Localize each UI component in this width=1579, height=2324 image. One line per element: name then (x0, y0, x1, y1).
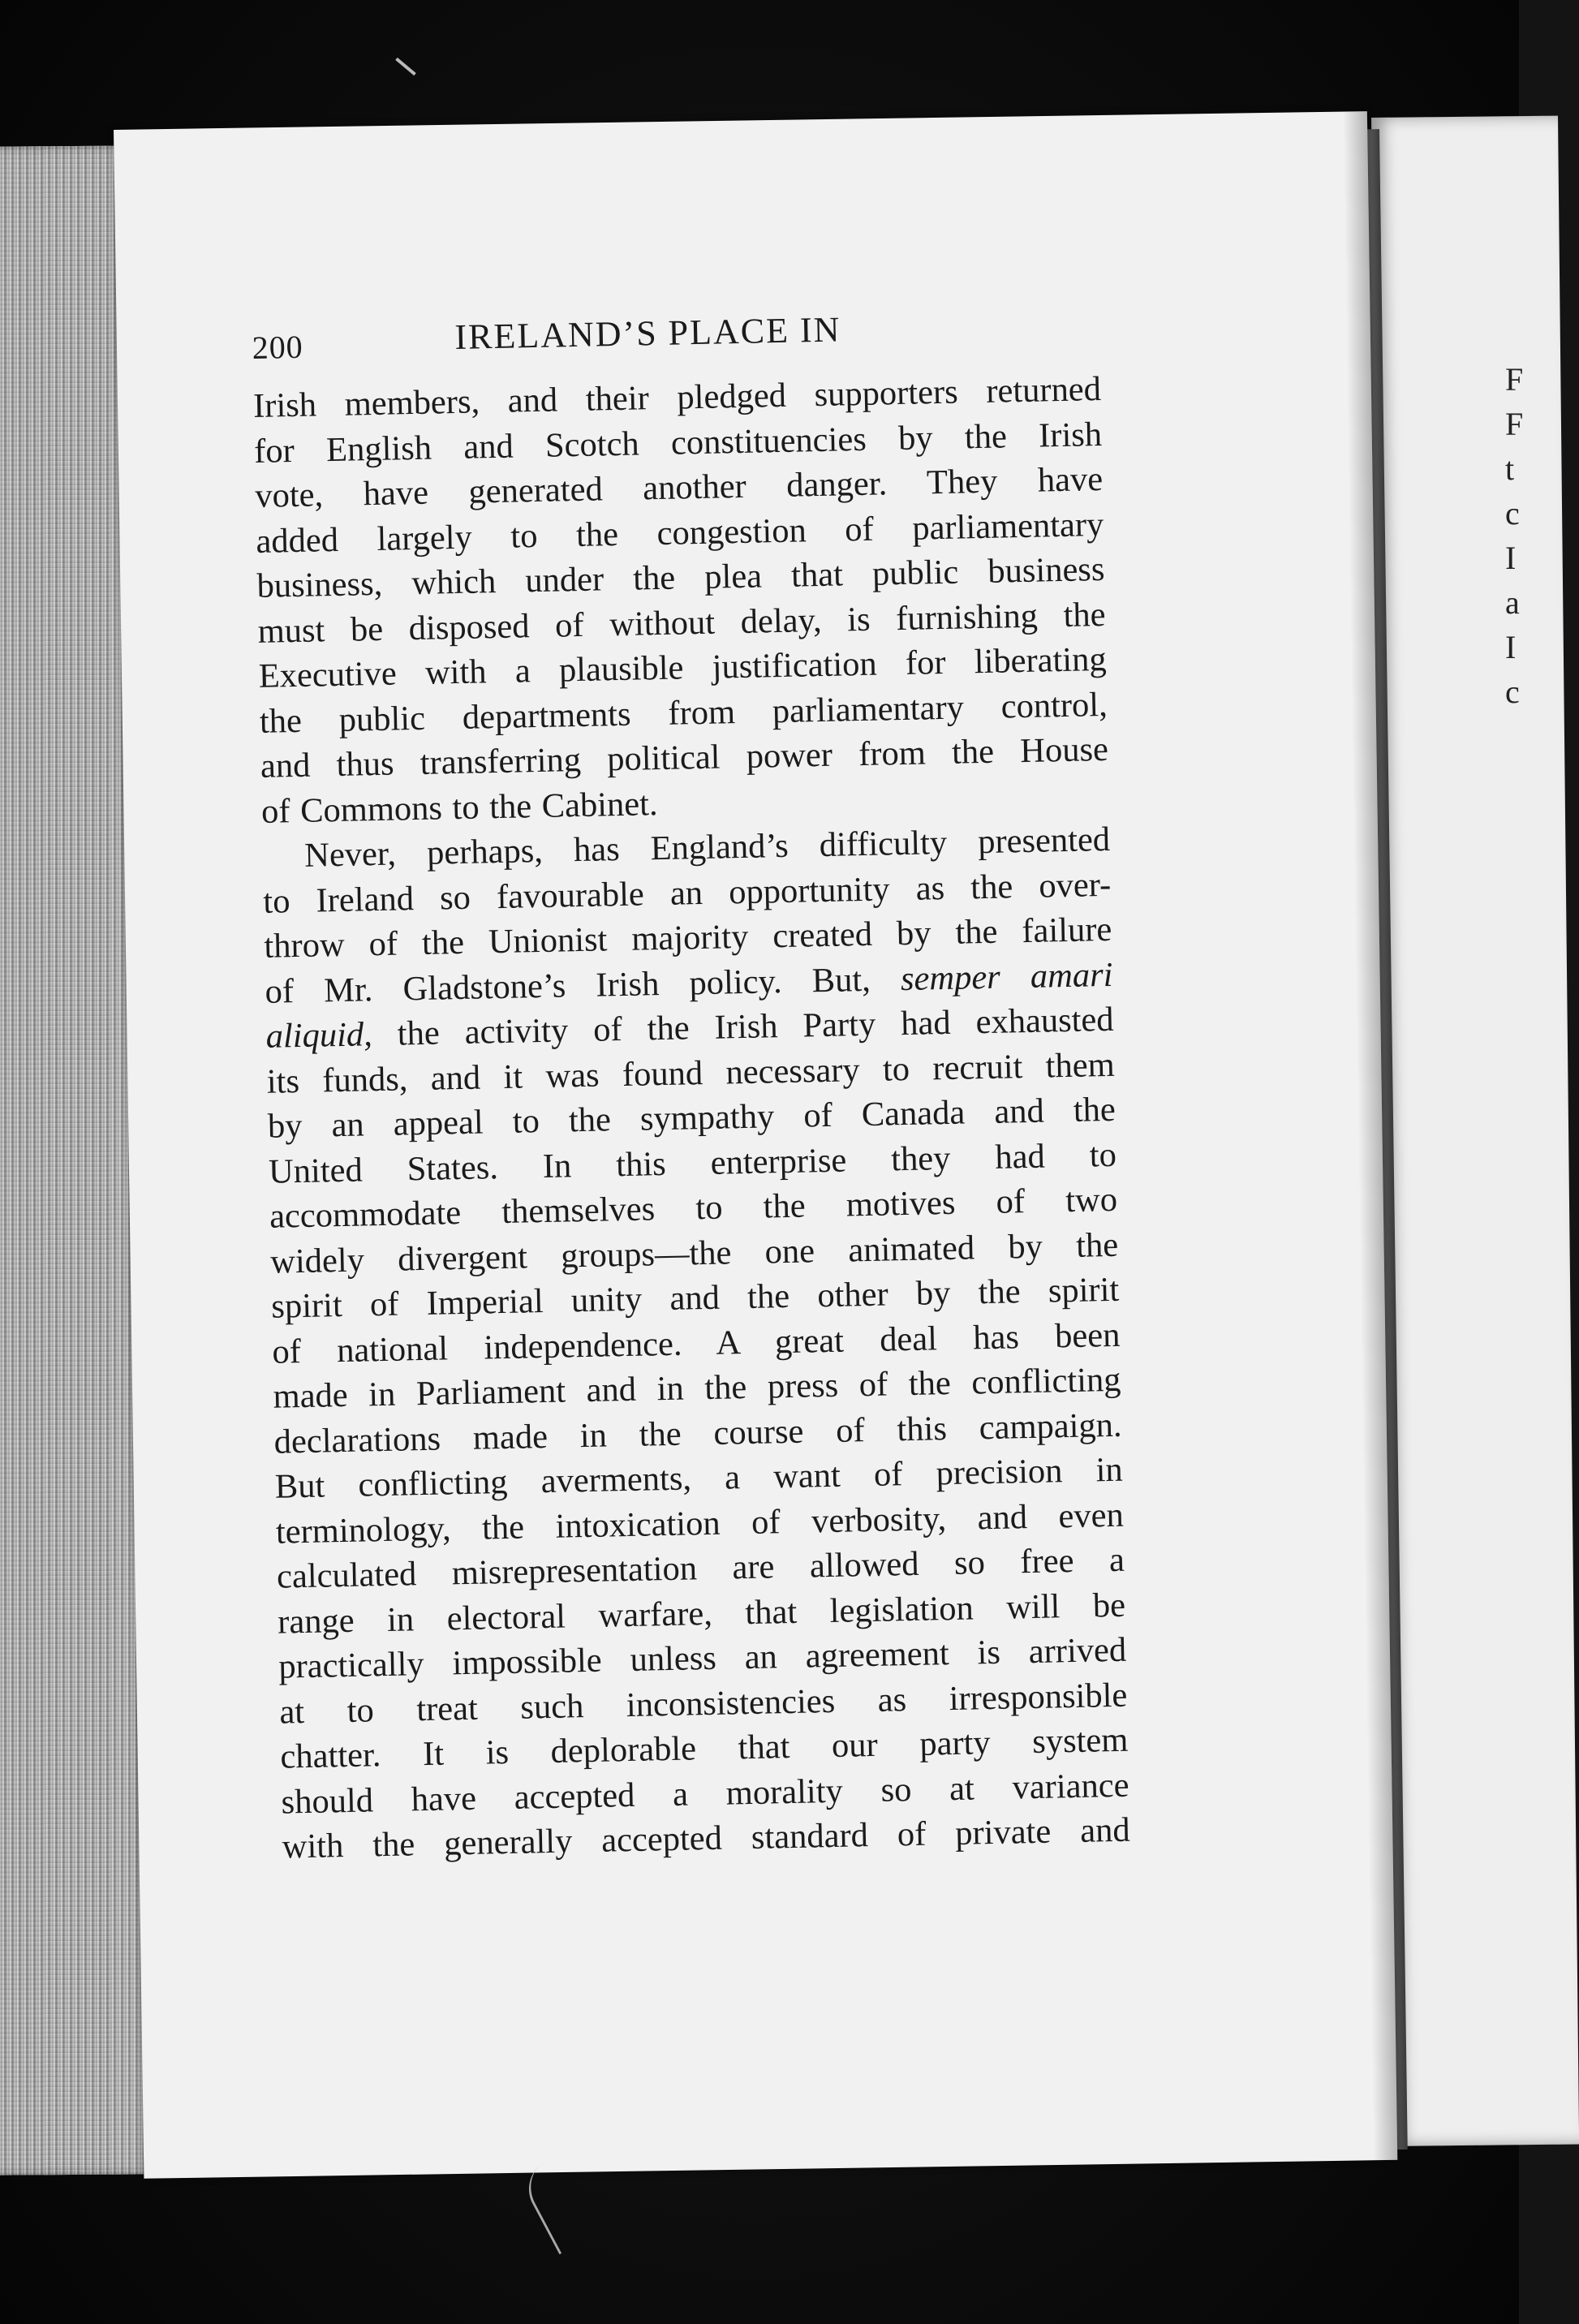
text-line: Executive with a plausible justification for liberating (258, 639, 1108, 695)
text-line: practically impossible unless an agreement is arrived (278, 1630, 1127, 1686)
text-line: accommodate themselves to the motives of two (269, 1180, 1118, 1236)
text-line: business, which under the plea that public business (256, 549, 1105, 605)
text-line: with the generally accepted standard of private and (282, 1810, 1131, 1866)
text-segment: the activity of the Irish Party had exhausted (397, 1000, 1114, 1053)
facing-letter: F (1505, 406, 1524, 442)
text-line: the public departments from parliamentary control, (259, 685, 1108, 741)
text-line: added largely to the congestion of parliamentary (255, 505, 1104, 561)
text-line: vote, have generated another danger. They have (254, 459, 1104, 515)
text-line: widely divergent groups—the one animated by the (269, 1225, 1119, 1281)
text-line: range in electoral warfare, that legislation will be (277, 1586, 1126, 1642)
latin-phrase-italic: semper amari (900, 955, 1113, 998)
facing-letter: a (1505, 584, 1520, 621)
text-line: by an appeal to the sympathy of Canada and the (267, 1090, 1116, 1146)
text-line: declarations made in the course of this campaign. (273, 1405, 1122, 1461)
text-segment: of Mr. Gladstone’s Irish policy. But, (265, 960, 871, 1011)
body-text (253, 367, 1131, 1870)
paragraph-start-line: Never, perhaps, has England’s difficulty presented (303, 820, 1111, 875)
text-line: must be disposed of without delay, is furnishing the (257, 595, 1106, 651)
facing-letter: c (1505, 674, 1520, 710)
page-text-block (252, 303, 1130, 1870)
facing-letter: I (1505, 540, 1517, 576)
text-line: should have accepted a morality so at variance (281, 1766, 1129, 1822)
latin-phrase-italic: aliquid, (265, 1015, 373, 1056)
facing-page-text (1505, 357, 1523, 714)
text-line: of national independence. A great deal has been (272, 1315, 1121, 1371)
text-line: its funds, and it was found necessary to recruit them (266, 1045, 1116, 1101)
text-line: at to treat such inconsistencies as irresponsible (278, 1676, 1128, 1732)
text-line: for English and Scotch constituencies by the Irish (253, 415, 1103, 471)
page-number: 200 (252, 328, 304, 366)
text-line: calculated misrepresentation are allowed so free a (276, 1540, 1125, 1596)
text-line: Irish members, and their pledged supporters returned (252, 370, 1102, 425)
facing-letter: t (1505, 450, 1515, 487)
text-line: made in Parliament and in the press of the conflicting (273, 1360, 1121, 1416)
facing-letter: I (1505, 629, 1517, 665)
text-line: But conflicting averments, a want of precision in (274, 1450, 1124, 1506)
text-line: United States. In this enterprise they had to (268, 1135, 1117, 1191)
text-line: spirit of Imperial unity and the other by the spirit (270, 1270, 1120, 1326)
text-line: throw of the Unionist majority created by the failure (264, 910, 1112, 966)
text-line: chatter. It is deplorable that our party system (280, 1720, 1129, 1776)
text-line: terminology, the intoxication of verbosity, and even (275, 1496, 1125, 1551)
text-line: to Ireland so favourable an opportunity as the over- (262, 865, 1112, 921)
facing-letter: c (1505, 495, 1520, 532)
text-line: of Commons to the Cabinet. (260, 784, 658, 831)
text-line: and thus transferring political power from the House (260, 729, 1109, 785)
facing-letter: F (1505, 361, 1524, 398)
running-title: IRELAND’S PLACE IN (454, 309, 841, 357)
